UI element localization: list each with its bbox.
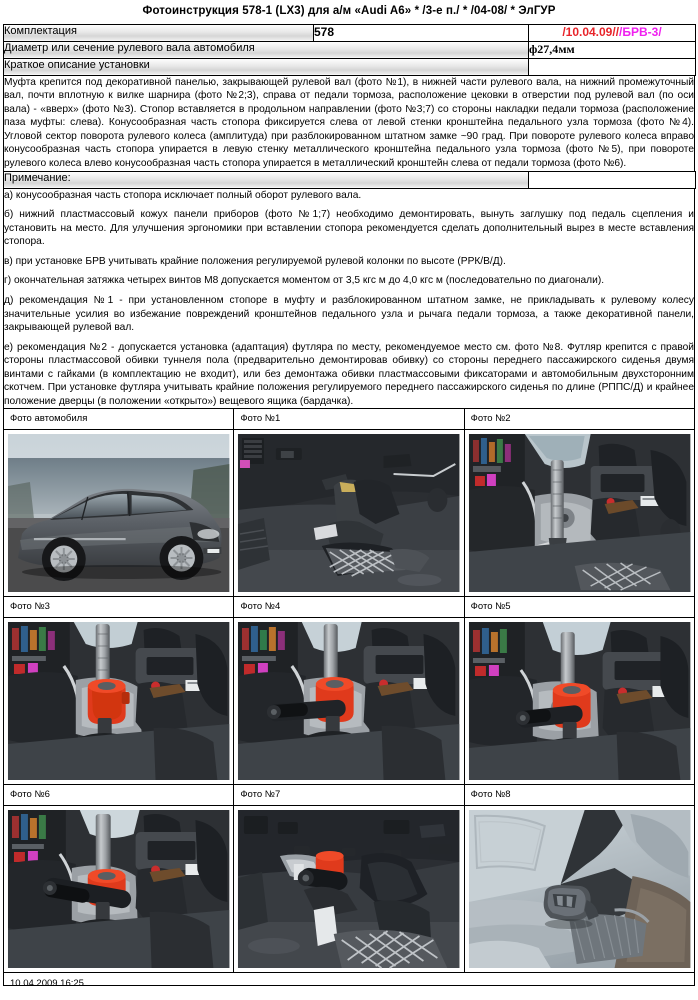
photo-caption-1: Фото №1: [234, 409, 463, 430]
photo-cell-3: [4, 597, 234, 785]
note-item-v: в) при установке БРВ учитывать крайние положения регулируемой рулевой колонки по высоте (РРК/В/Д).: [4, 255, 506, 267]
photo-cell-1: [234, 409, 464, 597]
photo-3: [4, 618, 233, 784]
spec-value-shaft-unit: мм: [558, 41, 575, 56]
case-location-image: [465, 806, 694, 972]
photo-caption-8: Фото №8: [465, 785, 694, 806]
photo-cell-4: [234, 597, 464, 785]
spec-value-shaft-diameter-cell: [529, 41, 696, 58]
photo-row-2: [4, 597, 695, 785]
photo-cell-2: [464, 409, 694, 597]
note-item-b: б) нижний пластмассовый кожух панели приборов (фото №1;7) необходимо демонтировать, вынуть заглушку под педаль сцепления и установить на место. Для улучшения эргономики при вставлении стопора рекомендуется сделать дополнительный вырез в месте вставления стопора.: [4, 209, 694, 248]
photo-caption-4: Фото №4: [234, 597, 463, 618]
notes-cell: [4, 188, 695, 409]
spec-value-shaft-diameter: ф27,4: [529, 41, 559, 56]
photo-car-exterior: [4, 430, 233, 596]
photo-row-1: [4, 409, 695, 597]
photo-cell-5: [464, 597, 694, 785]
photo-1: [234, 430, 463, 596]
photo-cell-car-exterior: [4, 409, 234, 597]
footwell-dark-image-1: [234, 430, 463, 596]
photo-row-3: [4, 785, 695, 973]
description-text: Муфта крепится под декоративной панелью, закрывающей рулевой вал (фото №1), в нижней части рулевого вала, на нижний промежуточный вал, почти вплотную к вилке шарнира (фото №2;3), справа от педали тормоза, расположение цековки в отверстии под рулевой вал (по оси вала) - «вверх» (фото №3). Стопор вставляется в продольном направлении (фото №3;7) со стороны накладки педали тормоза (расположение паза муфты: слева). Конусообразная часть стопора фиксируется слева от левой стенки кронштейна педального узла тормоза (фото №4). Угловой сектор поворота рулевого колеса (амплитуда) при разблокированном штатном замке ~90 град. При повороте рулевого колеса вправо конусообразная часть стопора упирается в левую стенку металлического кронштейна педального узла тормоза (фото №5), при повороте рулевого колеса влево конусообразная часть стопора упирается в металлический кронштейн слева от педали тормоза (фото №6).: [4, 76, 694, 170]
spec-label-komplektaciya: Комплектация: [4, 24, 314, 41]
table-row-short-description: [4, 58, 696, 75]
description-cell: [4, 75, 695, 171]
code-brv-magenta: /БРВ-3/: [619, 24, 662, 39]
shaft-bare-image: [465, 430, 694, 596]
photo-caption-6: Фото №6: [4, 785, 233, 806]
photo-caption-2: Фото №2: [465, 409, 694, 430]
table-row-notes-body: [4, 188, 695, 409]
page-title: Фотоинструкция 578-1 (LX3) для а/м «Audi A6» * /3-е п./ * /04-08/ * ЭлГУР: [142, 5, 556, 17]
photo-4: [234, 618, 463, 784]
photo-2: [465, 430, 694, 596]
note-item-d: д) рекомендация №1 - при установленном стопоре в муфту и разблокированном штатном замке, не прикладывать к рулевому колесу значительные усилия во избежание повреждений кронштейнов педального узла и рычага педали тормоза, а также декоративной панели, закрывающей рулевой вал.: [4, 294, 694, 334]
photo-8: [465, 806, 694, 972]
notes-header-table: [3, 171, 696, 189]
spec-table: [3, 24, 696, 76]
description-table: [3, 75, 695, 172]
shaft-clamp-image-3: [4, 618, 233, 784]
spec-label-shaft-diameter: Диаметр или сечение рулевого вала автомобиля: [4, 41, 529, 58]
spec-label-short-description: Краткое описание установки: [4, 58, 529, 75]
shaft-lockbar-image-4: [234, 618, 463, 784]
shaft-clamp-image-5: [465, 618, 694, 784]
photo-caption-3: Фото №3: [4, 597, 233, 618]
code-date-red: /10.04.09/: [562, 24, 616, 39]
spec-value-short-description: [529, 58, 696, 75]
photo-caption-5: Фото №5: [465, 597, 694, 618]
photo-caption-car-exterior: Фото автомобиля: [4, 409, 233, 430]
car-exterior-image: [4, 430, 233, 596]
photo-5: [465, 618, 694, 784]
photo-6: [4, 806, 233, 972]
red-clamp-3: [88, 679, 130, 724]
photo-cell-7: [234, 785, 464, 973]
table-row-shaft-diameter: [4, 41, 696, 58]
shaft-lockbar-image-6: [4, 806, 233, 972]
photo-cell-8: [464, 785, 694, 973]
photo-cell-6: [4, 785, 234, 973]
footwell-dark-image-7: [234, 806, 463, 972]
notes-header-label: Примечание:: [4, 171, 529, 188]
spec-code-cell: /10.04.09///БРВ-3/: [529, 24, 696, 41]
table-row-notes-header: [4, 171, 696, 188]
note-item-e: е) рекомендация №2 - допускается установка (адаптация) футляра по месту, рекомендуемое место см. фото №8. Футляр крепится с правой стороны пластмассовой обивки туннеля пола (предварительно демонтировав обивку) со стороны переднего пассажирского сиденья двумя винтами с гайками (в комплектацию не входит), или без демонтажа обивки пластмассовыми фиксаторами и автомобильным двухсторонним скотчем. При установке футляра учитывать крайние положения регулируемого переднего пассажирского сиденья по длине (РППС/Д) и крайнее положение дверцы (в положении «открыто») вещевого ящика (бардачка).: [4, 341, 694, 407]
notes-header-blank: [529, 171, 696, 188]
table-row-description: [4, 75, 695, 171]
note-item-g: г) окончательная затяжка четырех винтов М8 допускается моментом от 3,5 кгс м до 4,0 кгс м (последовательно по диагонали).: [4, 275, 605, 287]
footer-timestamp: 10.04.2009 16:25: [3, 973, 695, 986]
photo-7: [234, 806, 463, 972]
notes-table: [3, 188, 695, 410]
note-item-a: а) конусообразная часть стопора исключает полный оборот рулевого вала.: [4, 189, 362, 201]
photo-caption-7: Фото №7: [234, 785, 463, 806]
photo-grid: [3, 408, 695, 973]
table-row-komplektaciya: [4, 24, 696, 41]
spec-value-komplektaciya: 578: [314, 24, 529, 41]
